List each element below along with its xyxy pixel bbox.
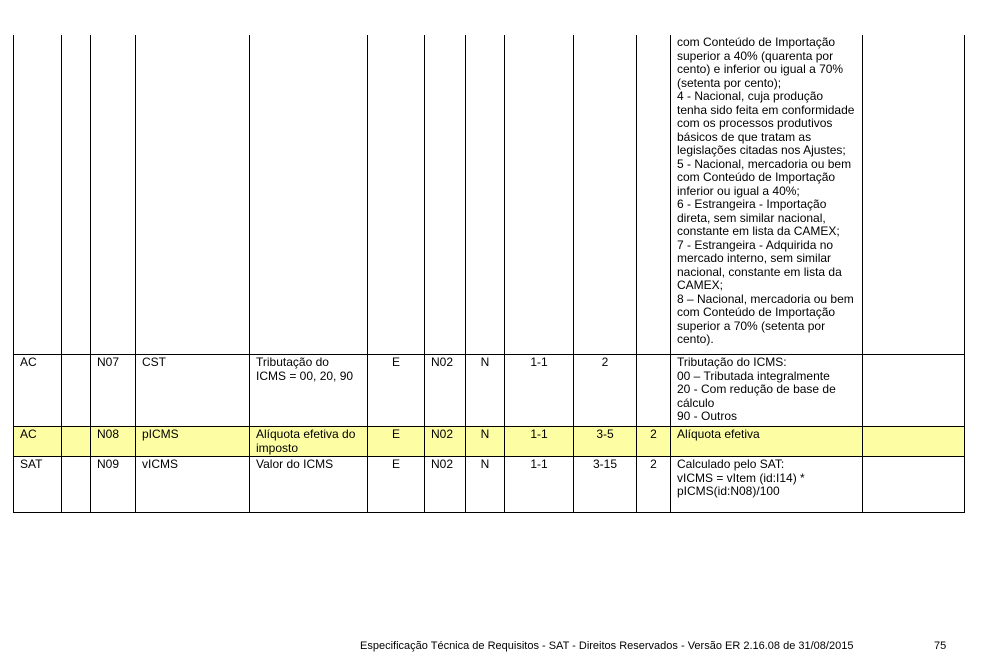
cell-description	[250, 427, 368, 457]
cell-field: CST	[136, 355, 250, 427]
footer-text: Especificação Técnica de Requisitos - SAT - Direitos Reservados - Versão ER 2.16.08 de 31/08/2015	[360, 640, 854, 652]
table-row-continuation	[14, 35, 965, 355]
observation-line: 7 - Estrangeira - Adquirida no	[677, 237, 834, 252]
cell-empty	[466, 35, 505, 355]
cell-format	[466, 427, 505, 457]
observation-line: CAMEX;	[677, 278, 724, 292]
highlighted-text: AC	[20, 427, 37, 441]
spec-table	[13, 35, 965, 513]
highlighted-text: pICMS	[142, 427, 179, 441]
cell-blank	[62, 427, 91, 457]
cell-format: N	[466, 355, 505, 427]
observation-line: básicos de que tratam as	[677, 129, 812, 144]
cell-blank	[62, 355, 91, 427]
observation-line: vICMS = vItem (id:I14) *	[677, 470, 805, 485]
cell-empty	[863, 355, 965, 427]
highlighted-text: N08	[97, 427, 120, 441]
cell-type: E	[368, 457, 425, 513]
cell-empty	[505, 35, 574, 355]
cell-parent: N02	[425, 355, 466, 427]
observation-line: 20 - Com redução de base de cálculo	[677, 382, 836, 410]
observation-line: cento) e inferior ou igual a 70%	[677, 62, 844, 76]
cell-decimals	[637, 427, 671, 457]
highlighted-text: Alíquota efetiva	[677, 427, 760, 441]
highlighted-text: N	[480, 427, 490, 441]
cell-id	[91, 427, 136, 457]
cell-blank	[62, 457, 91, 513]
page-number: 75	[934, 640, 947, 652]
cell-occurrence: 1-1	[505, 355, 574, 427]
observation-line: com os processos produtivos	[677, 116, 833, 130]
observation-line: nacional, constante em lista da	[677, 264, 842, 279]
observation-line: 5 - Nacional, mercadoria ou bem	[677, 156, 852, 171]
observation-line: (setenta por cento);	[677, 75, 782, 90]
cell-origin: AC	[14, 355, 62, 427]
cell-parent	[425, 427, 466, 457]
cell-id: N07	[91, 355, 136, 427]
cell-format: N	[466, 457, 505, 513]
highlighted-text: 3-5	[596, 427, 614, 441]
observation-line: tenha sido feita em conformidade	[677, 102, 855, 117]
cell-description: Valor do ICMS	[250, 457, 368, 513]
table-row-n09	[14, 457, 965, 513]
observation-line: 90 - Outros	[677, 409, 738, 423]
table-row-n08-highlighted	[14, 427, 965, 457]
observation-line: Calculado pelo SAT:	[677, 457, 785, 471]
observation-line: superior a 40% (quarenta por	[677, 48, 834, 63]
cell-description: Tributação do ICMS = 00, 20, 90	[250, 355, 368, 427]
table-row-n07	[14, 355, 965, 427]
observation-line: mercado interno, sem similar	[677, 251, 832, 265]
cell-decimals: 2	[637, 457, 671, 513]
cell-empty	[425, 35, 466, 355]
highlighted-text: Alíquota efetiva do imposto	[256, 427, 356, 455]
cell-field: vICMS	[136, 457, 250, 513]
cell-empty	[863, 457, 965, 513]
cell-empty	[368, 35, 425, 355]
cell-empty	[91, 35, 136, 355]
cell-observation	[671, 457, 863, 513]
observation-line: inferior ou igual a 40%;	[677, 183, 800, 198]
observation-line: pICMS(id:N08)/100	[677, 484, 780, 498]
cell-empty	[14, 35, 62, 355]
observation-line: com Conteúdo de Importação	[677, 35, 836, 49]
observation-line: superior a 70% (setenta por	[677, 318, 826, 333]
cell-size	[574, 427, 637, 457]
observation-line: legislações citadas nos Ajustes;	[677, 143, 846, 157]
observation-line: 8 – Nacional, mercadoria ou bem	[677, 291, 854, 306]
observation-line: 00 – Tributada integralmente	[677, 368, 830, 383]
cell-origin	[14, 427, 62, 457]
observation-line: com Conteúdo de Importação	[677, 170, 836, 184]
cell-occurrence: 1-1	[505, 457, 574, 513]
cell-id: N09	[91, 457, 136, 513]
observation-line: cento).	[677, 332, 714, 346]
cell-observation	[671, 427, 863, 457]
cell-empty	[250, 35, 368, 355]
observation-line: constante em lista da CAMEX;	[677, 224, 840, 238]
highlighted-text: 2	[650, 427, 657, 441]
highlighted-text: E	[391, 427, 400, 441]
cell-size: 3-15	[574, 457, 637, 513]
cell-occurrence	[505, 427, 574, 457]
highlighted-text: 1-1	[530, 427, 548, 441]
cell-decimals	[637, 355, 671, 427]
cell-origin: SAT	[14, 457, 62, 513]
observation-line: direta, sem similar nacional,	[677, 210, 826, 225]
cell-field	[136, 427, 250, 457]
highlighted-text: N02	[431, 427, 454, 441]
cell-empty	[62, 35, 91, 355]
cell-observation	[671, 355, 863, 427]
cell-type: E	[368, 355, 425, 427]
observation-line: 4 - Nacional, cuja produção	[677, 89, 824, 103]
cell-empty	[136, 35, 250, 355]
cell-size: 2	[574, 355, 637, 427]
cell-empty	[863, 35, 965, 355]
cell-type	[368, 427, 425, 457]
observation-line: Tributação do ICMS:	[677, 355, 787, 369]
cell-observation-continued	[671, 35, 863, 355]
observation-line: com Conteúdo de Importação	[677, 305, 836, 319]
cell-empty	[863, 427, 965, 457]
cell-empty	[574, 35, 637, 355]
cell-parent: N02	[425, 457, 466, 513]
cell-empty	[637, 35, 671, 355]
observation-line: 6 - Estrangeira - Importação	[677, 197, 827, 211]
